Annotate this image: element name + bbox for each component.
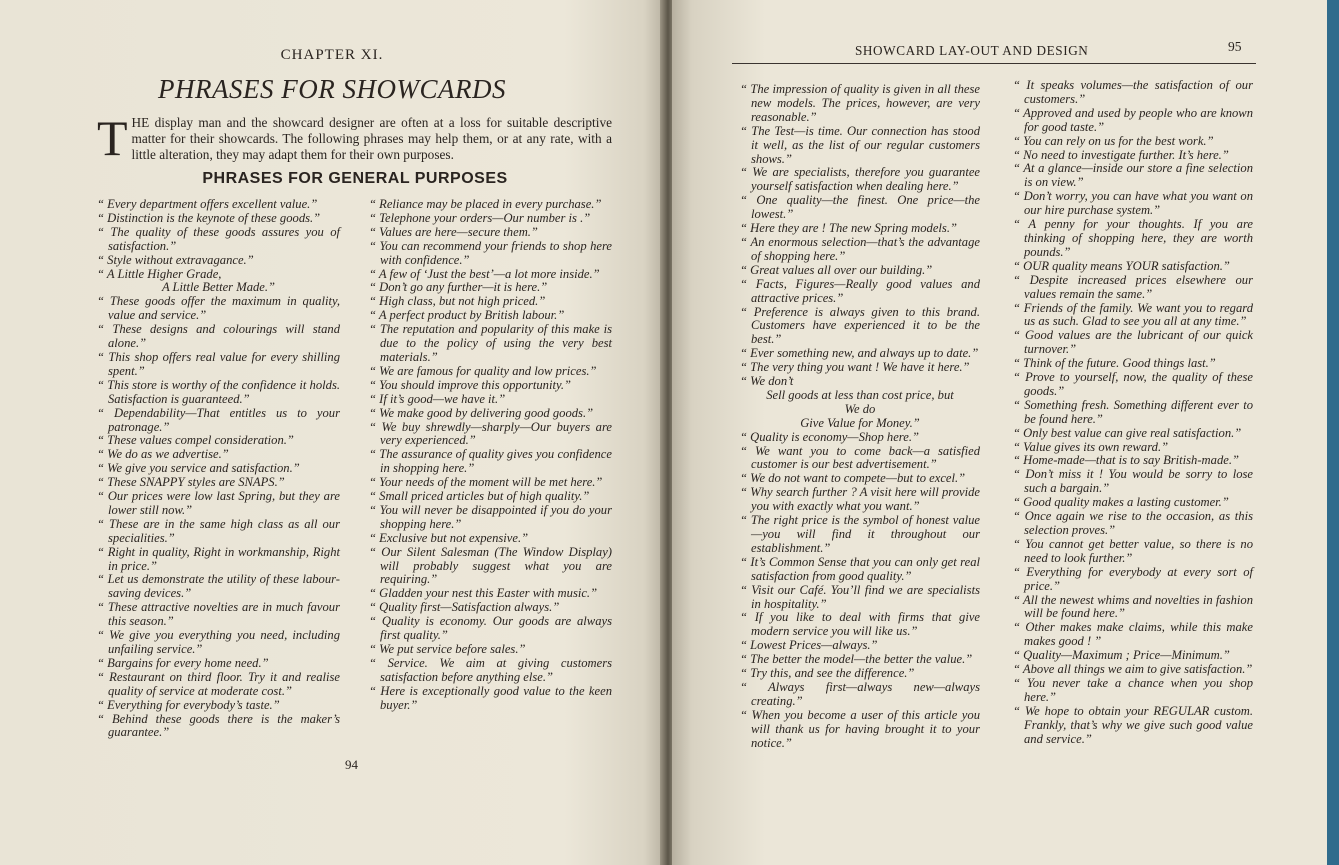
phrase-column-2 bbox=[369, 198, 612, 713]
phrase-item: “ Home-made—that is to say British-made.” bbox=[1013, 453, 1239, 468]
intro-text: HE display man and the showcard designer are often at a loss for suitable descriptive matter for their showcards. The following phrases may help them, or at any rate, with a little alteration, they may adapt them for their own purposes. bbox=[131, 115, 612, 162]
phrase-item: A Little Better Made.” bbox=[161, 280, 276, 295]
phrase-item: “ High class, but not high priced.” bbox=[369, 294, 546, 309]
book-cover-edge bbox=[1327, 0, 1339, 865]
phrase-item: “ All the newest whims and novelties in fashion will be found here.” bbox=[1013, 592, 1253, 621]
phrase-item: “ Visit our Café. You’ll find we are specialists in hospitality.” bbox=[740, 582, 980, 611]
phrase-item: “ Great values all over our building.” bbox=[740, 262, 933, 277]
phrase-item: “ These designs and colourings will stand alone.” bbox=[97, 322, 340, 351]
phrase-item: “ Facts, Figures—Really good values and attractive prices.” bbox=[740, 276, 980, 305]
left-page bbox=[0, 0, 664, 865]
phrase-item: “ Try this, and see the difference.” bbox=[740, 666, 915, 681]
phrase-item: “ We buy shrewdly—sharply—Our buyers are very experienced.” bbox=[369, 419, 612, 448]
phrase-item: “ Don’t worry, you can have what you want on our hire purchase system.” bbox=[1013, 189, 1253, 218]
running-head: SHOWCARD LAY-OUT AND DESIGN bbox=[855, 43, 1089, 58]
phrase-item: “ A few of ‘Just the best’—a lot more inside.” bbox=[369, 266, 600, 281]
phrase-item: “ Approved and used by people who are known for good taste.” bbox=[1013, 105, 1253, 134]
phrase-item: “ We hope to obtain your REGULAR custom. Frankly, that’s why we give such good value and service.” bbox=[1013, 703, 1253, 746]
phrase-item: “ We do not want to compete—but to excel.” bbox=[740, 471, 966, 486]
phrase-item: “ When you become a user of this article you will thank us for having brought it to your notice.” bbox=[740, 707, 980, 750]
phrase-item: “ No need to investigate further. It’s here.” bbox=[1013, 147, 1229, 162]
phrase-item: “ Why search further ? A visit here will provide you with exactly what you want.” bbox=[740, 485, 980, 514]
phrase-item: “ OUR quality means YOUR satisfaction.” bbox=[1013, 258, 1230, 273]
chapter-title: PHRASES FOR SHOWCARDS bbox=[158, 74, 506, 104]
phrase-item: “ Prove to yourself, now, the quality of these goods.” bbox=[1013, 370, 1253, 398]
phrase-item: “ Small priced articles but of high quality.” bbox=[369, 489, 590, 504]
phrase-item: “ Gladden your nest this Easter with music.” bbox=[369, 586, 598, 601]
phrase-item: “ The impression of quality is given in all these new models. The prices, however, are very reasonable.” bbox=[740, 82, 980, 124]
phrase-item: “ Telephone your orders—Our number is .” bbox=[369, 210, 591, 225]
page-number-right: 95 bbox=[1228, 39, 1242, 54]
phrase-item: “ You should improve this opportunity.” bbox=[369, 377, 571, 392]
phrase-item: “ Here is exceptionally good value to the keen buyer.” bbox=[369, 683, 612, 712]
phrase-item: “ This store is worthy of the confidence it holds. Satisfaction is guaranteed.” bbox=[97, 377, 340, 406]
phrase-item: “ These attractive novelties are in much favour this season.” bbox=[97, 600, 340, 629]
phrase-item: “ These SNAPPY styles are SNAPS.” bbox=[97, 475, 285, 490]
phrase-item: “ Think of the future. Good things last.” bbox=[1013, 356, 1216, 371]
phrase-item: “ The better the model—the better the value.” bbox=[740, 652, 973, 667]
phrase-item: We do bbox=[844, 401, 876, 416]
phrase-item: “ Quality is economy. Our goods are always first quality.” bbox=[369, 614, 612, 643]
phrase-item: “ Value gives its own reward.” bbox=[1013, 439, 1169, 454]
phrase-item: “ Friends of the family. We want you to regard us as such. Glad to see you all at any time.” bbox=[1013, 300, 1253, 329]
phrase-item: “ We make good by delivering good goods.” bbox=[369, 405, 594, 420]
phrase-column-4 bbox=[1013, 79, 1253, 747]
phrase-item: “ Here they are ! The new Spring models.” bbox=[740, 221, 957, 236]
phrase-item: “ Don’t miss it ! You would be sorry to lose such a bargain.” bbox=[1013, 467, 1253, 496]
intro-paragraph bbox=[97, 110, 612, 166]
phrase-item: “ Good quality makes a lasting customer.” bbox=[1013, 495, 1229, 510]
phrase-item: “ The assurance of quality gives you confidence in shopping here.” bbox=[369, 447, 612, 476]
phrase-item: “ Always first—always new—always creating.” bbox=[740, 679, 980, 708]
phrase-item: “ This shop offers real value for every shilling spent.” bbox=[97, 349, 340, 378]
page-number-left: 94 bbox=[345, 757, 358, 772]
phrase-item: “ Something fresh. Something different ever to be found here.” bbox=[1013, 397, 1253, 426]
phrase-item: “ A Little Higher Grade, bbox=[97, 266, 222, 281]
phrase-item: “ An enormous selection—that’s the advantage of shopping here.” bbox=[740, 234, 980, 263]
section-heading: PHRASES FOR GENERAL PURPOSES bbox=[202, 170, 508, 187]
phrase-column-1 bbox=[97, 198, 340, 740]
phrase-item: “ Our prices were low last Spring, but they are lower still now.” bbox=[97, 489, 340, 517]
phrase-item: “ Your needs of the moment will be met here.” bbox=[369, 475, 603, 490]
phrase-item: “ Reliance may be placed in every purchase.” bbox=[369, 197, 602, 211]
phrase-item: “ Every department offers excellent value.” bbox=[97, 197, 318, 211]
phrase-item: “ Restaurant on third floor. Try it and realise quality of service at moderate cost.” bbox=[97, 669, 340, 698]
phrase-column-3 bbox=[740, 83, 980, 751]
phrase-item: “ Above all things we aim to give satisfaction.” bbox=[1013, 662, 1253, 677]
phrase-item: “ These are in the same high class as all our specialities.” bbox=[97, 516, 340, 545]
drop-cap: T bbox=[97, 110, 128, 166]
phrase-item: “ A penny for your thoughts. If you are thinking of shopping here, they are worth pounds.” bbox=[1013, 217, 1253, 259]
phrase-item: “ We want you to come back—a satisfied customer is our best advertisement.” bbox=[740, 443, 980, 472]
phrase-item: “ Let us demonstrate the utility of these labour-saving devices.” bbox=[97, 572, 340, 601]
phrase-item: “ A perfect product by British labour.” bbox=[369, 308, 565, 323]
phrase-item: “ Quality—Maximum ; Price—Minimum.” bbox=[1013, 648, 1230, 663]
phrase-item: Sell goods at less than cost price, but bbox=[766, 387, 954, 402]
phrase-item: “ At a glance—inside our store a fine selection is on view.” bbox=[1013, 161, 1253, 190]
phrase-item: “ It’s Common Sense that you can only get real satisfaction from good quality.” bbox=[740, 554, 980, 583]
chapter-label: CHAPTER XI. bbox=[280, 47, 384, 63]
phrase-item: “ We give you service and satisfaction.” bbox=[97, 461, 300, 476]
phrase-item: “ Everything for everybody at every sort of price.” bbox=[1013, 564, 1253, 593]
phrase-item: “ The quality of these goods assures you of satisfaction.” bbox=[97, 224, 340, 253]
phrase-item: “ The Test—is time. Our connection has stood it well, as the list of our regular customers shows.” bbox=[740, 123, 980, 166]
phrase-item: “ We put service before sales.” bbox=[369, 642, 526, 656]
phrase-item: “ You will never be disappointed if you do your shopping here.” bbox=[369, 502, 612, 531]
phrase-item: “ Style without extravagance.” bbox=[97, 252, 254, 267]
phrase-item: “ If it’s good—we have it.” bbox=[369, 391, 506, 406]
phrase-item: “ Our Silent Salesman (The Window Display) will probably suggest what you are requiring.” bbox=[369, 544, 612, 587]
phrase-item: “ Service. We aim at giving customers satisfaction before anything else.” bbox=[369, 655, 612, 684]
phrase-item: “ We give you everything you need, including unfailing service.” bbox=[97, 628, 340, 656]
phrase-item: “ Other makes make claims, while this make makes good ! ” bbox=[1013, 620, 1253, 649]
phrase-item: “ Ever something new, and always up to date.” bbox=[740, 346, 979, 361]
phrase-item: “ Behind these goods there is the maker’s guarantee.” bbox=[97, 711, 340, 740]
phrase-item: “ The reputation and popularity of this make is due to the policy of using the very best materials.” bbox=[369, 322, 612, 364]
phrase-item: “ One quality—the finest. One price—the lowest.” bbox=[740, 193, 980, 222]
phrase-item: “ Quality is economy—Shop here.” bbox=[740, 429, 919, 444]
phrase-item: “ Values are here—secure them.” bbox=[369, 224, 538, 239]
phrase-item: “ Exclusive but not expensive.” bbox=[369, 530, 529, 545]
phrase-item: “ You cannot get better value, so there is no need to look further.” bbox=[1013, 536, 1253, 565]
phrase-item: “ Everything for everybody’s taste.” bbox=[97, 697, 280, 712]
phrase-item: “ Distinction is the keynote of these goods.” bbox=[97, 210, 321, 225]
phrase-item: “ Good values are the lubricant of our quick turnover.” bbox=[1013, 328, 1253, 357]
phrase-item: “ We do as we advertise.” bbox=[97, 447, 229, 462]
phrase-item: “ Dependability—That entitles us to your patronage.” bbox=[97, 405, 340, 434]
phrase-item: “ You can rely on us for the best work.” bbox=[1013, 133, 1214, 148]
phrase-item: “ These goods offer the maximum in quality, value and service.” bbox=[97, 294, 340, 323]
phrase-item: “ We don’t bbox=[740, 374, 794, 389]
phrase-item: “ You never take a chance when you shop here.” bbox=[1013, 675, 1253, 704]
phrase-item: “ Preference is always given to this brand. Customers have experienced it to be the best.” bbox=[740, 304, 980, 347]
phrase-item: “ Despite increased prices elsewhere our values remain the same.” bbox=[1013, 272, 1253, 301]
phrase-item: “ We are specialists, therefore you guarantee yourself satisfaction when dealing here.” bbox=[740, 165, 980, 194]
phrase-item: “ Only best value can give real satisfaction.” bbox=[1013, 425, 1242, 440]
phrase-item: “ Lowest Prices—always.” bbox=[740, 638, 878, 653]
phrase-item: “ You can recommend your friends to shop here with confidence.” bbox=[369, 238, 612, 267]
phrase-item: “ Quality first—Satisfaction always.” bbox=[369, 600, 560, 615]
phrase-item: “ If you like to deal with firms that give modern service you will like us.” bbox=[740, 610, 980, 639]
phrase-item: “ It speaks volumes—the satisfaction of our customers.” bbox=[1013, 78, 1253, 106]
phrase-item: “ These values compel consideration.” bbox=[97, 433, 294, 448]
phrase-item: Give Value for Money.” bbox=[800, 415, 920, 430]
phrase-item: “ Right in quality, Right in workmanship, Right in price.” bbox=[97, 544, 340, 573]
phrase-item: “ Don’t go any further—it is here.” bbox=[369, 280, 548, 295]
phrase-item: “ Once again we rise to the occasion, as this selection proves.” bbox=[1013, 509, 1253, 537]
phrase-item: “ The right price is the symbol of honest value—you will find it throughout our establishment.” bbox=[740, 513, 980, 555]
phrase-item: “ Bargains for every home need.” bbox=[97, 655, 269, 670]
phrase-item: “ We are famous for quality and low prices.” bbox=[369, 363, 597, 378]
phrase-item: “ The very thing you want ! We have it here.” bbox=[740, 360, 970, 375]
header-rule bbox=[732, 63, 1256, 64]
